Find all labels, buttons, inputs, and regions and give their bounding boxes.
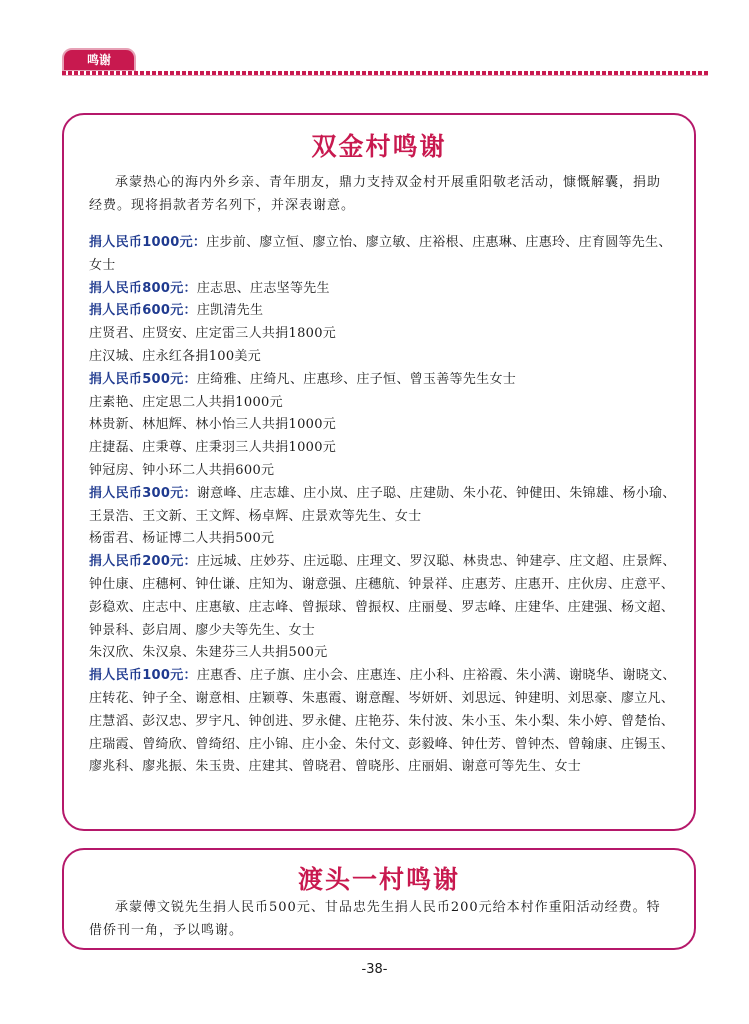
donation-amount-label: 捐人民币600元： (89, 303, 197, 319)
shuangjin-intro: 承蒙热心的海内外乡亲、青年朋友，鼎力支持双金村开展重阳敬老活动，慷慨解囊，捐助经费。现将捐款者芳名列下，并深表谢意。 (89, 175, 662, 213)
donor-names: 庄步前、廖立恒、廖立怡、廖立敏、庄裕根、庄惠琳、庄惠玲、庄育圆等先生、女士 (89, 235, 672, 273)
donation-amount-label: 捐人民币200元： (89, 554, 197, 570)
donor-names: 庄惠香、庄子旗、庄小会、庄惠连、庄小科、庄裕霞、朱小满、谢晓华、谢晓文、庄转花、钟子全、谢意相、庄颖尊、朱惠霞、谢意醒、岑妍妍、刘思远、钟建明、刘思豪、廖立凡、庄慧滔、彭汉忠、罗宇凡、钟创进、罗永健、庄艳芬、朱付波、朱小玉、朱小梨、朱小婷、曾楚怡、庄瑞霞、曾绮欣、曾绮绍、庄小锦、庄小金、朱付文、彭毅峰、钟仕芳、曾钟杰、曾翰康、庄锡玉、廖兆科、廖兆振、朱玉贵、庄建其、曾晓君、曾晓彤、庄丽娟、谢意可等先生、女士 (89, 668, 676, 775)
donor-line (89, 392, 677, 415)
donor-line (89, 323, 677, 346)
donor-names: 庄素艳、庄定思二人共捐1000元 (89, 394, 283, 410)
donor-names: 钟冠房、钟小环二人共捐600元 (89, 462, 275, 478)
donor-line (89, 437, 677, 460)
donor-line (89, 528, 677, 551)
donation-amount-label: 捐人民币800元： (89, 280, 197, 296)
donor-names: 庄凯清先生 (196, 303, 264, 319)
donor-names: 庄贤君、庄贤安、庄定雷三人共捐1800元 (89, 326, 337, 342)
donor-names: 庄汉城、庄永红各捐100美元 (89, 348, 262, 364)
donor-list (89, 232, 677, 779)
donation-amount-label: 捐人民币500元： (89, 371, 197, 387)
donor-names: 朱汉欣、朱汉泉、朱建芬三人共捐500元 (89, 645, 328, 661)
donor-line (89, 346, 677, 369)
dutou-title: 渡头一村鸣谢 (297, 865, 460, 894)
donor-line (89, 414, 677, 437)
donor-line (89, 232, 677, 278)
donor-line (89, 551, 677, 642)
donor-names: 谢意峰、庄志雄、庄小岚、庄子聪、庄建勋、朱小花、钟健田、朱锦雄、杨小瑜、王景浩、王文新、王文辉、杨卓辉、庄景欢等先生、女士 (89, 485, 676, 524)
section-tab-label: 鸣谢 (86, 53, 111, 67)
section-tab (62, 48, 136, 72)
donor-line (89, 460, 677, 483)
donation-amount-label: 捐人民币1000元： (89, 235, 207, 250)
donation-amount-label: 捐人民币100元： (89, 668, 197, 684)
donor-names: 庄绮雅、庄绮凡、庄惠珍、庄子恒、曾玉善等先生女士 (196, 371, 517, 387)
donor-line (89, 300, 677, 323)
dutou-intro: 承蒙傅文锐先生捐人民币500元、甘品忠先生捐人民币200元给本村作重阳活动经费。特借侨刊一角，予以鸣谢。 (89, 900, 661, 938)
donor-line (89, 278, 677, 301)
donor-line (89, 642, 677, 665)
donor-names: 庄远城、庄妙芬、庄远聪、庄理文、罗汉聪、林贵忠、钟建亭、庄文超、庄景辉、钟仕康、庄穗柯、钟仕谦、庄知为、谢意强、庄穗航、钟景祥、庄惠芳、庄惠开、庄伙房、庄意平、彭稳欢、庄志中、庄惠敏、庄志峰、曾振球、曾振权、庄丽曼、罗志峰、庄建华、庄建强、杨文超、钟景科、彭启周、廖少夫等先生、女士 (89, 554, 676, 638)
donor-line (89, 665, 677, 779)
header-rule-thin (62, 75, 708, 76)
donation-amount-label: 捐人民币300元： (89, 485, 197, 501)
donor-names: 庄捷磊、庄秉尊、庄秉羽三人共捐1000元 (89, 440, 337, 456)
donor-names: 庄志思、庄志坚等先生 (196, 280, 330, 296)
donor-line (89, 483, 677, 529)
dutou-acknowledgement-box (62, 848, 696, 950)
donor-names: 林贵新、林旭辉、林小怡三人共捐1000元 (89, 417, 337, 433)
donor-line (89, 369, 677, 392)
donor-names: 杨雷君、杨证博二人共捐500元 (89, 531, 275, 547)
shuangjin-acknowledgement-box (62, 113, 696, 831)
shuangjin-title: 双金村鸣谢 (311, 132, 447, 161)
page-number: -38- (361, 962, 388, 977)
